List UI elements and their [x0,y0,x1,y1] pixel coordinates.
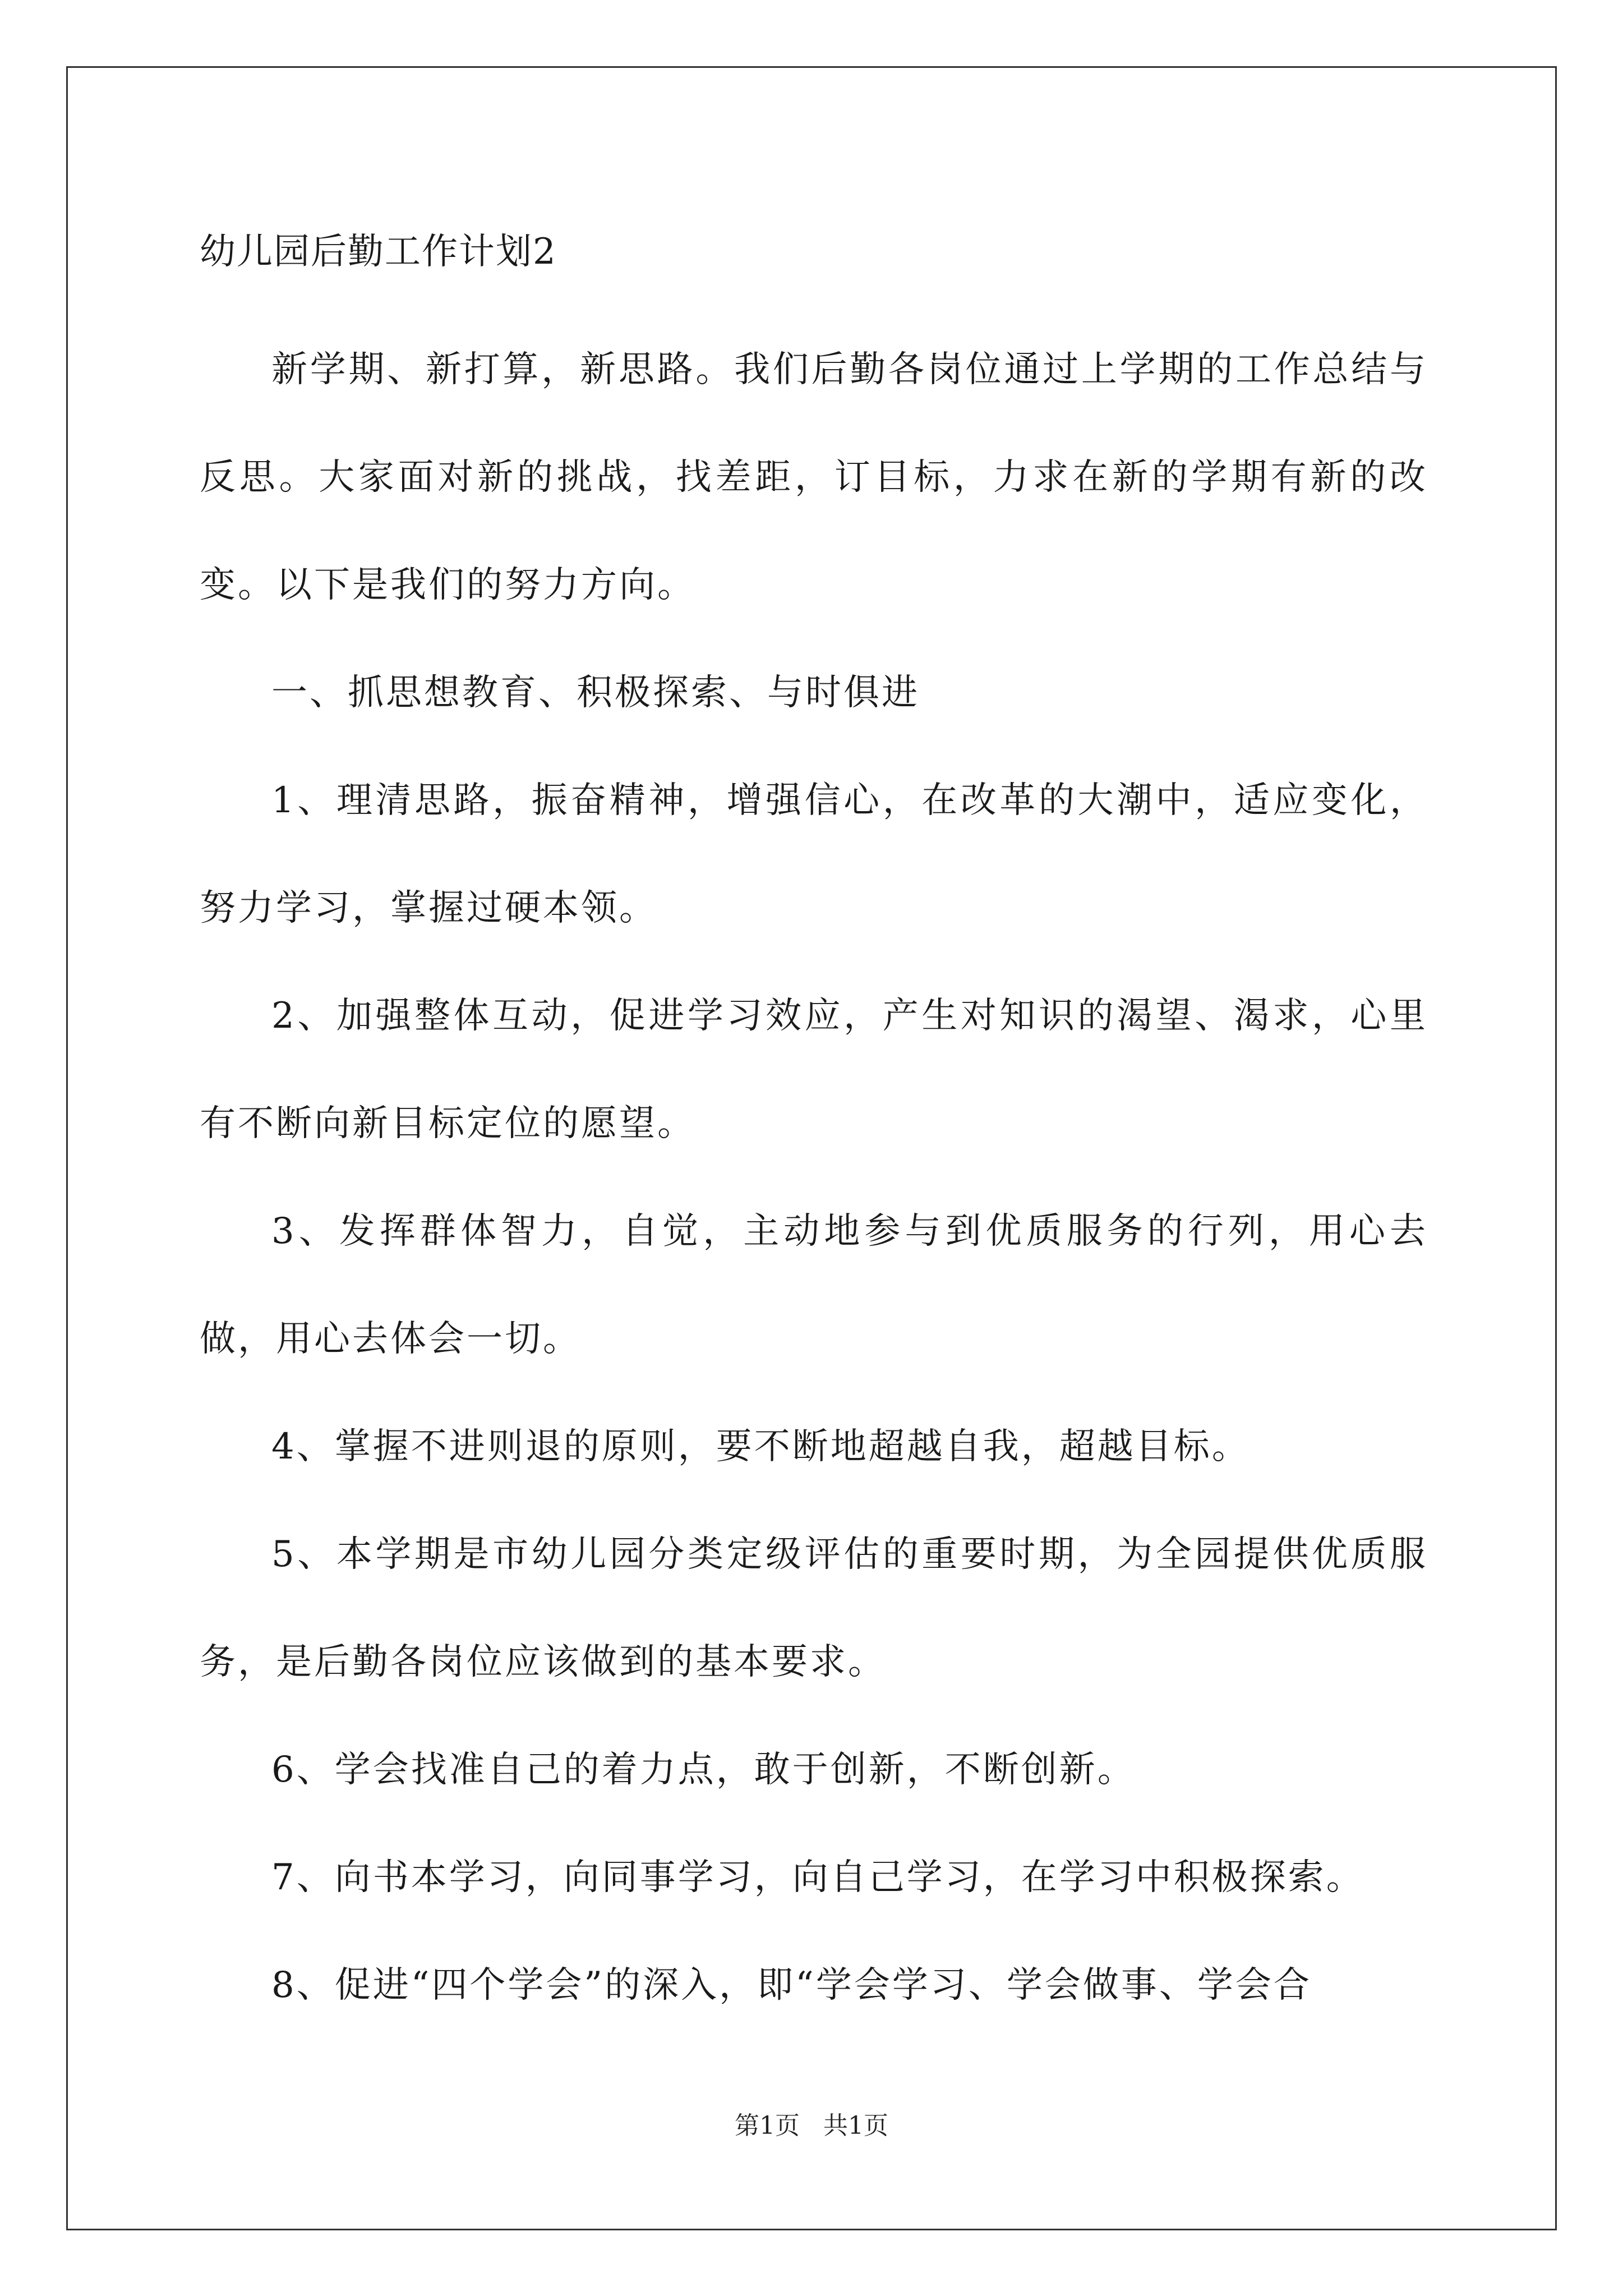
paragraph-intro: 新学期、新打算，新思路。我们后勤各岗位通过上学期的工作总结与反思。大家面对新的挑战，找差距，订目标，力求在新的学期有新的改变。以下是我们的努力方向。 [200,349,1428,606]
document-body [200,222,1428,2039]
list-item-4: 4、掌握不进则退的原则，要不断地超越自我，超越目标。 [271,1426,1250,1467]
list-item-8: 8、促进“四个学会”的深入，即“学会学习、学会做事、学会合 [271,1964,1312,2006]
document-title: 幼儿园后勤工作计划2 [200,231,557,273]
section-heading-1: 一、抓思想教育、积极探索、与时俱进 [271,672,920,714]
list-item-1: 1、理清思路，振奋精神，增强信心，在改革的大潮中，适应变化，努力学习，掌握过硬本领。 [200,780,1428,929]
list-item-3: 3、发挥群体智力，自觉，主动地参与到优质服务的行列，用心去做，用心去体会一切。 [200,1211,1428,1360]
list-item-6: 6、学会找准自己的着力点，敢于创新，不断创新。 [271,1749,1136,1791]
page-footer: 第1页 共1页 [735,2111,888,2140]
list-item-5: 5、本学期是市幼儿园分类定级评估的重要时期，为全园提供优质服务，是后勤各岗位应该做到的基本要求。 [200,1534,1428,1683]
list-item-7: 7、向书本学习，向同事学习，向自己学习，在学习中积极探索。 [271,1857,1364,1898]
list-item-2: 2、加强整体互动，促进学习效应，产生对知识的渴望、渴求，心里有不断向新目标定位的愿望。 [200,995,1428,1144]
